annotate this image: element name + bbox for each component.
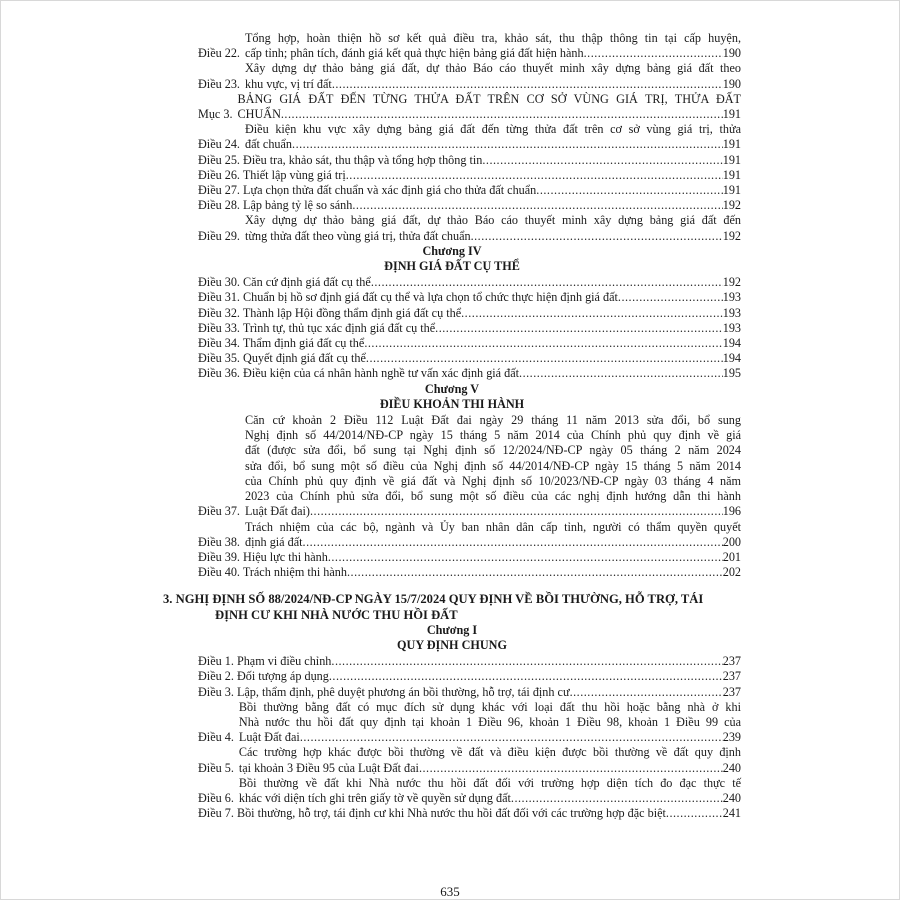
toc-entry-article-31[interactable] <box>163 290 741 305</box>
entry-title: Căn cứ khoản 2 Điều 112 Luật Đất đai ngày 29 tháng 11 năm 2013 sửa đổi, bổ sung <box>244 413 741 428</box>
entry-label: Điều 37. <box>198 504 240 519</box>
entry-page: 192 <box>722 275 741 290</box>
entry-title: Trách nhiệm thi hành <box>242 565 347 580</box>
entry-label: Điều 39. <box>198 549 240 564</box>
leader-dots <box>371 275 723 290</box>
leader-dots <box>281 107 723 122</box>
chapter-number: Chương V <box>424 381 480 396</box>
leader-dots <box>536 183 722 198</box>
leader-dots <box>300 730 723 745</box>
toc-entry-article-39[interactable] <box>163 550 741 565</box>
toc-entry-article-6[interactable] <box>163 776 741 806</box>
entry-page: 237 <box>722 684 741 699</box>
toc-entry-article-33[interactable] <box>163 321 741 336</box>
toc-entry-section-3[interactable] <box>163 92 741 122</box>
decree-heading[interactable] <box>163 592 741 622</box>
entry-title-cont: tại khoản 3 Điều 95 của Luật Đất đai <box>238 760 419 775</box>
chapter-title: ĐỊNH GIÁ ĐẤT CỤ THỂ <box>384 259 520 274</box>
toc-entry-article-23[interactable] <box>163 61 741 91</box>
toc-entry-article-2[interactable] <box>163 669 741 684</box>
entry-label: Điều 33. <box>198 320 240 335</box>
leader-dots <box>666 806 723 821</box>
entry-title-cont: Luật Đất đai <box>238 730 300 745</box>
entry-title-cont: Luật Đất đai) <box>244 504 310 519</box>
entry-title-cont: định giá đất <box>244 534 303 549</box>
entry-page: 193 <box>722 290 741 305</box>
entry-page: 239 <box>722 730 741 745</box>
leader-dots <box>310 504 723 519</box>
entry-title: Lập bảng tỷ lệ so sánh <box>243 198 353 213</box>
entry-label: Điều 22. <box>198 46 240 61</box>
leader-dots <box>471 229 723 244</box>
leader-dots <box>461 306 723 321</box>
entry-title-cont: sửa đổi, bổ sung một số điều của Nghị định số 44/2014/NĐ-CP ngày 15 tháng 5 năm 2014 <box>244 458 741 473</box>
leader-dots <box>328 550 723 565</box>
entry-page: 192 <box>722 198 741 213</box>
leader-dots <box>292 137 723 152</box>
entry-page: 191 <box>722 183 741 198</box>
entry-label: Mục 3. <box>198 107 233 122</box>
entry-label: Điều 36. <box>198 366 240 381</box>
entry-page: 193 <box>722 305 741 320</box>
leader-dots <box>419 761 723 776</box>
toc-entry-article-25[interactable] <box>163 153 741 168</box>
entry-page: 202 <box>722 565 741 580</box>
entry-page: 195 <box>722 366 741 381</box>
leader-dots <box>352 198 722 213</box>
entry-page: 191 <box>722 107 741 122</box>
entry-label: Điều 5. <box>198 760 234 775</box>
entry-label: Điều 28. <box>198 198 240 213</box>
toc-entry-article-3[interactable] <box>163 685 741 700</box>
leader-dots <box>364 336 722 351</box>
toc-entry-article-22[interactable] <box>163 31 741 61</box>
toc-page <box>163 31 741 821</box>
toc-entry-article-26[interactable] <box>163 168 741 183</box>
entry-title: Thành lập Hội đồng thẩm định giá đất cụ thể <box>242 305 462 320</box>
leader-dots <box>303 535 723 550</box>
entry-label: Điều 6. <box>198 790 234 805</box>
entry-title: Bồi thường, hỗ trợ, tái định cư khi Nhà nước thu hồi đất đối với các trường hợp đặc biệt <box>236 806 666 821</box>
entry-title-cont: Nhà nước thu hồi đất quy định tại khoản 1 Điều 96, khoản 1 Điều 98, khoản 1 Điều 99 của <box>238 714 741 729</box>
entry-page: 200 <box>722 534 741 549</box>
entry-title: Hiệu lực thi hành <box>243 549 328 564</box>
entry-page: 201 <box>722 549 741 564</box>
entry-title: Bồi thường về đất khi Nhà nước thu hồi đất đối với trường hợp diện tích đo đạc thực tế <box>238 775 741 790</box>
leader-dots <box>618 290 723 305</box>
toc-entry-article-36[interactable] <box>163 366 741 381</box>
entry-page: 241 <box>722 806 741 821</box>
entry-title-cont: CHUẨN <box>237 107 281 122</box>
leader-dots <box>435 321 723 336</box>
entry-page: 191 <box>722 137 741 152</box>
leader-dots <box>346 168 723 183</box>
entry-title: Tổng hợp, hoàn thiện hồ sơ kết quả điều tra, khảo sát, thu thập thông tin tại cấp huyện, <box>244 31 741 45</box>
entry-label: Điều 23. <box>198 76 240 91</box>
toc-entry-article-35[interactable] <box>163 351 741 366</box>
toc-entry-article-4[interactable] <box>163 700 741 746</box>
entry-title: Xây dựng dự thảo bảng giá đất, dự thảo Báo cáo thuyết minh xây dựng bảng giá đất đến <box>244 213 741 228</box>
decree-heading-line1: 3. NGHỊ ĐỊNH SỐ 88/2024/NĐ-CP NGÀY 15/7/2024 QUY ĐỊNH VỀ BỒI THƯỜNG, HỖ TRỢ, TÁI <box>163 592 704 607</box>
entry-label: Điều 24. <box>198 137 240 152</box>
entry-label: Điều 2. <box>198 669 234 684</box>
chapter-number: Chương IV <box>422 243 482 258</box>
entry-label: Điều 30. <box>198 275 240 290</box>
entry-label: Điều 25. <box>198 152 240 167</box>
entry-title-cont: 2023 của Chính phủ sửa đổi, bổ sung một số điều của các nghị định hướng dẫn thi hành <box>244 489 741 504</box>
toc-entry-article-40[interactable] <box>163 565 741 580</box>
entry-label: Điều 7. <box>198 806 234 821</box>
entry-page: 190 <box>722 46 741 61</box>
entry-label: Điều 26. <box>198 167 240 182</box>
entry-label: Điều 1. <box>198 654 234 669</box>
toc-entry-article-24[interactable] <box>163 122 741 152</box>
entry-title: Chuẩn bị hồ sơ định giá đất cụ thể và lựa chọn tổ chức thực hiện định giá đất <box>243 290 618 305</box>
entry-title: Đối tượng áp dụng <box>236 669 329 684</box>
leader-dots <box>511 791 723 806</box>
toc-entry-article-28[interactable] <box>163 198 741 213</box>
entry-page: 190 <box>722 76 741 91</box>
toc-entry-article-37[interactable] <box>163 413 741 519</box>
leader-dots <box>347 565 723 580</box>
entry-label: Điều 29. <box>198 228 240 243</box>
entry-page: 193 <box>722 320 741 335</box>
entry-title: Căn cứ định giá đất cụ thể <box>243 275 371 290</box>
entry-title: Phạm vi điều chỉnh <box>236 654 332 669</box>
entry-title: Xây dựng dự thảo bảng giá đất, dự thảo Báo cáo thuyết minh xây dựng bảng giá đất theo <box>244 61 741 76</box>
leader-dots <box>366 351 723 366</box>
leader-dots <box>482 153 722 168</box>
leader-dots <box>331 654 722 669</box>
entry-title-cont: khu vực, vị trí đất <box>244 76 332 91</box>
entry-label: Điều 35. <box>198 351 240 366</box>
entry-page: 240 <box>722 760 741 775</box>
entry-title: Trách nhiệm của các bộ, ngành và Ủy ban nhân dân cấp tỉnh, người có thẩm quyền quyết <box>244 519 741 534</box>
entry-label: Điều 34. <box>198 336 240 351</box>
leader-dots <box>584 46 723 61</box>
chapter-number: Chương I <box>426 622 478 637</box>
leader-dots <box>332 77 723 92</box>
toc-entry-article-5[interactable] <box>163 745 741 775</box>
page-number: 635 <box>440 884 460 899</box>
entry-title: Thiết lập vùng giá trị <box>242 167 346 182</box>
entry-label: Điều 3. <box>198 684 234 699</box>
entry-label: Điều 27. <box>198 183 240 198</box>
entry-title: Bồi thường bằng đất có mục đích sử dụng khác với loại đất thu hồi hoặc bằng nhà ở khi <box>238 699 741 714</box>
entry-page: 194 <box>722 351 741 366</box>
entry-label: Điều 40. <box>198 565 240 580</box>
entry-page: 237 <box>722 669 741 684</box>
entry-title-cont: của Chính phủ quy định về giá đất và Nghị định số 10/2023/NĐ-CP ngày 03 tháng 4 năm <box>244 473 741 488</box>
toc-entry-article-38[interactable] <box>163 520 741 550</box>
entry-title: Trình tự, thủ tục xác định giá đất cụ thể <box>242 320 436 335</box>
entry-label: Điều 32. <box>198 305 240 320</box>
entry-title-cont: từng thửa đất theo vùng giá trị, thửa đất chuẩn <box>244 228 471 243</box>
entry-page: 196 <box>722 504 741 519</box>
entry-title: Điều kiện của cá nhân hành nghề tư vấn xác định giá đất <box>243 366 520 381</box>
entry-page: 194 <box>722 336 741 351</box>
entry-title-cont: khác với diện tích ghi trên giấy tờ về quyền sử dụng đất <box>238 790 511 805</box>
entry-page: 191 <box>722 152 741 167</box>
chapter-title: ĐIỀU KHOẢN THI HÀNH <box>379 396 525 411</box>
toc-entry-article-27[interactable] <box>163 183 741 198</box>
leader-dots <box>329 669 723 684</box>
entry-label: Điều 4. <box>198 730 234 745</box>
entry-title: BẢNG GIÁ ĐẤT ĐẾN TỪNG THỬA ĐẤT TRÊN CƠ SỞ VÙNG GIÁ TRỊ, THỬA ĐẤT <box>237 91 741 106</box>
entry-page: 240 <box>722 790 741 805</box>
leader-dots <box>570 685 723 700</box>
toc-entry-article-29[interactable] <box>163 213 741 243</box>
toc-entry-article-32[interactable] <box>163 306 741 321</box>
entry-title: Lựa chọn thửa đất chuẩn và xác định giá cho thửa đất chuẩn <box>243 183 537 198</box>
leader-dots <box>519 366 723 381</box>
chapter-title: QUY ĐỊNH CHUNG <box>397 637 507 652</box>
entry-title: Thẩm định giá đất cụ thể <box>242 336 365 351</box>
toc-entry-article-34[interactable] <box>163 336 741 351</box>
decree-heading-line2: ĐỊNH CƯ KHI NHÀ NƯỚC THU HỒI ĐẤT <box>215 607 458 622</box>
entry-page: 237 <box>722 654 741 669</box>
entry-title: Quyết định giá đất cụ thể <box>243 351 366 366</box>
entry-title-cont: đất chuẩn <box>244 137 293 152</box>
entry-title: Điều tra, khảo sát, thu thập và tổng hợp thông tin <box>243 152 483 167</box>
toc-entry-article-30[interactable] <box>163 275 741 290</box>
entry-title: Các trường hợp khác được bồi thường về đất và điều kiện được bồi thường về đất quy định <box>238 745 741 760</box>
entry-title: Lập, thẩm định, phê duyệt phương án bồi thường, hỗ trợ, tái định cư <box>236 684 570 699</box>
entry-title-cont: Nghị định số 44/2014/NĐ-CP ngày 15 tháng 5 năm 2014 của Chính phủ quy định về giá <box>244 428 741 443</box>
toc-entry-article-1[interactable] <box>163 654 741 669</box>
entry-title: Điều kiện khu vực xây dựng bảng giá đất đến từng thửa đất trên cơ sở vùng giá trị, thửa <box>244 122 741 137</box>
entry-label: Điều 31. <box>198 290 240 305</box>
entry-title-cont: cấp tỉnh; phân tích, đánh giá kết quả thực hiện bảng giá đất hiện hành <box>244 46 584 61</box>
entry-page: 192 <box>722 228 741 243</box>
entry-page: 191 <box>722 167 741 182</box>
entry-title-cont: đất (được sửa đổi, bổ sung tại Nghị định số 12/2024/NĐ-CP ngày 05 tháng 2 năm 2024 <box>244 443 741 458</box>
toc-entry-article-7[interactable] <box>163 806 741 821</box>
entry-label: Điều 38. <box>198 534 240 549</box>
